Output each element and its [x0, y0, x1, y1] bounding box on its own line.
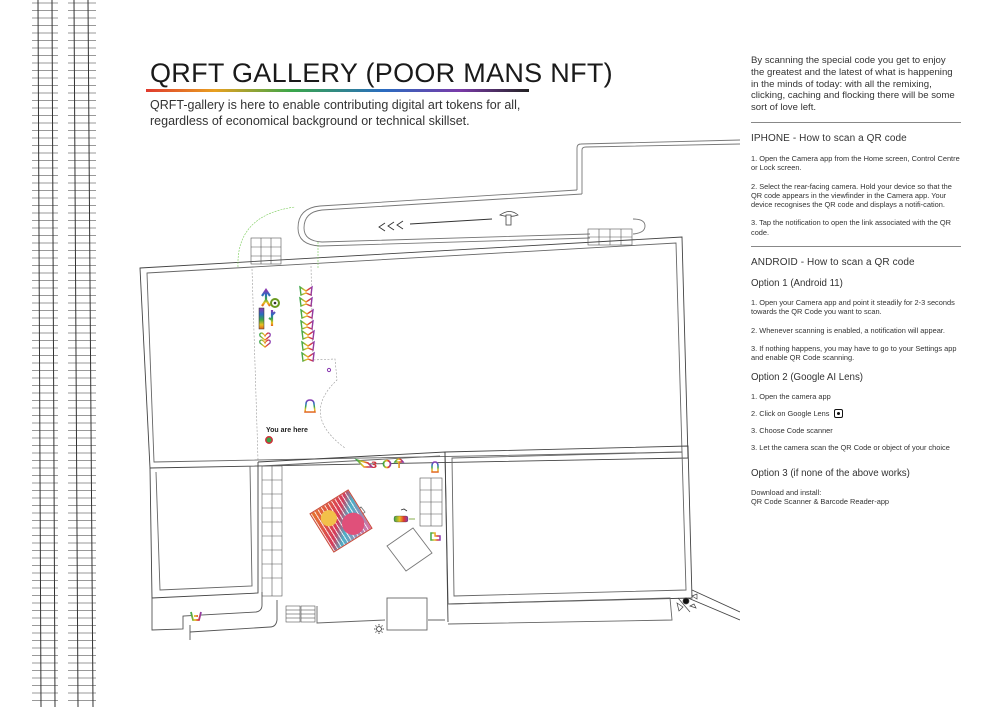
direction-arrows — [379, 219, 492, 231]
option3-text — [751, 488, 961, 507]
instructions-sidebar — [751, 55, 961, 506]
subtitle-line-2: regardless of economical background or technical skillset. — [150, 114, 470, 128]
divider — [751, 122, 961, 123]
option2-title: Option 2 (Google AI Lens) — [751, 371, 864, 383]
option1-title: Option 1 (Android 11) — [751, 278, 843, 290]
option2-step-2-text: 2. Click on Google Lens — [751, 408, 830, 418]
iphone-step-2: 2. Select the rear-facing camera. Hold your device so that the QR code appears in the viewfinder in the Camera app. Your device recognises the QR code and displays a notifi-cation. — [751, 181, 952, 210]
subtitle-line-1: QRFT-gallery is here to enable contributing digital art tokens for all, — [150, 98, 521, 112]
option2-step-1: 1. Open the camera app — [751, 391, 831, 401]
option1-step-3: 3. If nothing happens, you may have to go to your Settings app and enable QR Code scanning. — [751, 343, 957, 363]
option1-step-1: 1. Open your Camera app and point it steadily for 2-3 seconds towards the QR Code you want to scan. — [751, 298, 955, 317]
tree-icon — [500, 212, 518, 226]
option2-step-4: 3. Let the camera scan the QR Code or object of your choice — [751, 443, 950, 453]
intro-text: By scanning the special code you get to enjoy the greatest and the latest of what is happening in the minds of today: with all the remixing, clicking, caching and flocking there will be some sort of love left. — [751, 55, 955, 114]
option2-step-2 — [751, 409, 961, 418]
divider — [751, 246, 961, 247]
option1-step-2: 2. Whenever scanning is enabled, a notification will appear. — [751, 325, 945, 335]
iphone-heading: IPHONE - How to scan a QR code — [751, 132, 907, 144]
sun-icon — [374, 624, 384, 634]
iphone-step-1: 1. Open the Camera app from the Home screen, Control Centre or Lock screen. — [751, 153, 960, 173]
option2-step-3: 3. Choose Code scanner — [751, 426, 833, 436]
google-lens-icon — [834, 409, 843, 418]
option3-title: Option 3 (if none of the above works) — [751, 467, 910, 479]
you-are-here-label: You are here — [266, 427, 308, 434]
option3-line-1: Download and install: — [751, 487, 822, 497]
flower-bush — [677, 594, 697, 612]
android-heading: ANDROID - How to scan a QR code — [751, 257, 915, 269]
option3-app-name: QR Code Scanner & Barcode Reader-app — [751, 497, 890, 507]
page-title: QRFT GALLERY (POOR MANS NFT) — [150, 58, 613, 88]
svg-text:3: 3 — [371, 461, 378, 471]
iphone-step-3: 3. Tap the notification to open the link associated with the QR code. — [751, 218, 951, 237]
